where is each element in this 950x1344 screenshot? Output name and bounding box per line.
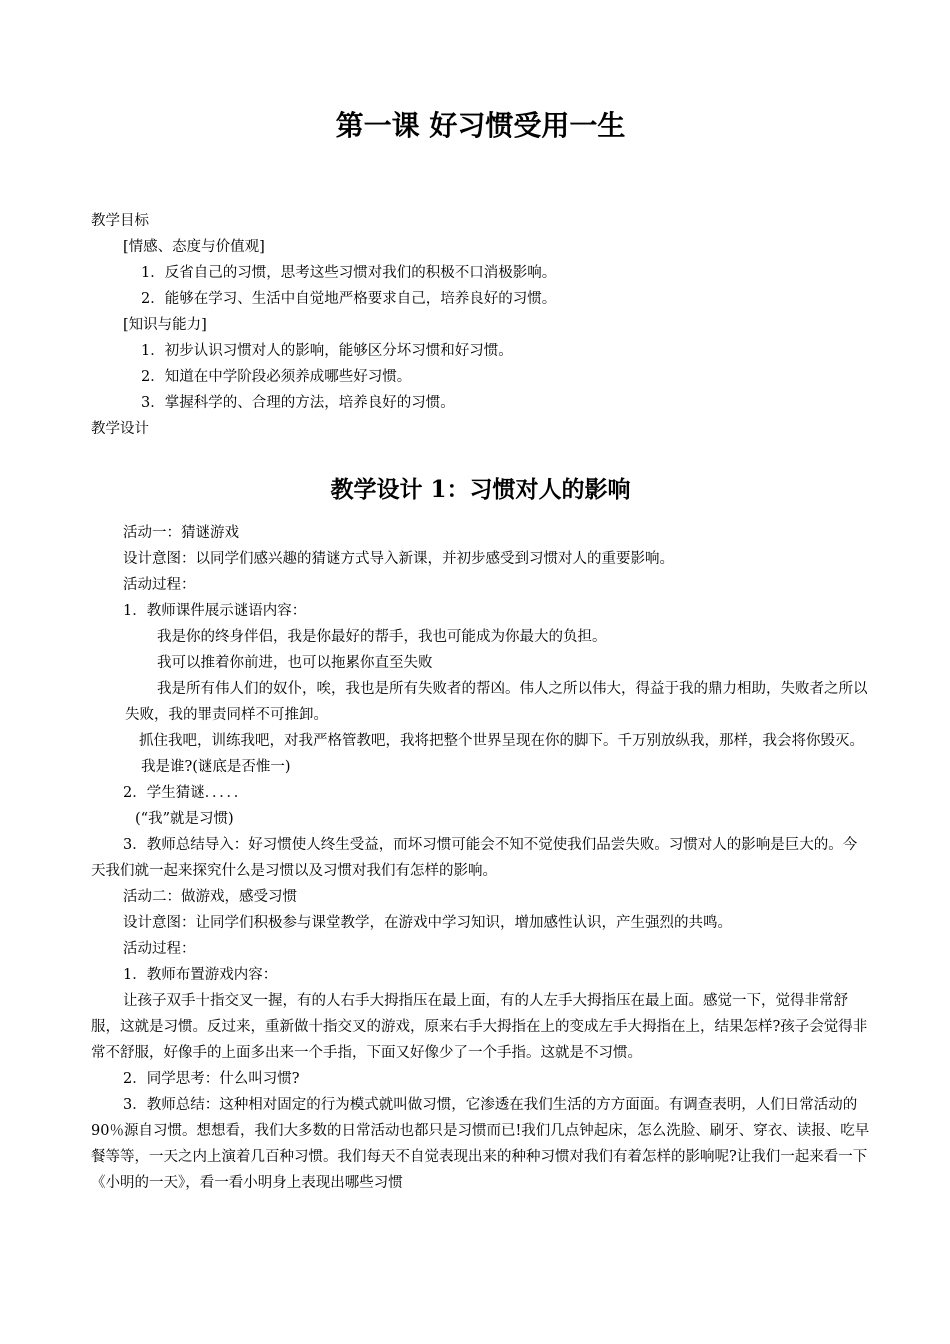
objective-category: [情感、态度与价值观]	[123, 239, 265, 255]
riddle-line: 抓住我吧，训练我吧，对我严格管教吧，我将把整个世界呈现在你的脚下。千万别放纵我，那样，我会将你毁灭。	[139, 733, 864, 749]
activity-step: 2．学生猜谜．．．．．	[123, 785, 249, 801]
objectives-heading: 教学目标	[91, 213, 149, 229]
activity-step: 3．教师总结导入：好习惯使人终生受益，而坏习惯可能会不知不觉使我们品尝失败。习惯对人的影响是巨大的。今天我们就一起来探究什么是习惯以及习惯对我们有怎样的影响。	[91, 837, 858, 879]
riddle-line: 我是你的终身伴侣，我是你最好的帮手，我也可能成为你最大的负担。	[157, 629, 607, 645]
activity-step: 1．教师布置游戏内容：	[123, 967, 278, 983]
activity-title: 活动一：猜谜游戏	[123, 525, 239, 541]
design-intent: 设计意图：让同学们积极参与课堂教学，在游戏中学习知识，增加感性认识，产生强烈的共鸣。	[123, 915, 732, 931]
riddle-answer: (“我”就是习惯)	[135, 811, 234, 827]
game-description: 让孩子双手十指交叉一握，有的人右手大拇指压在最上面，有的人左手大拇指压在最上面。感觉一下，觉得非常舒服，这就是习惯。反过来，重新做十指交叉的游戏，原来右手大拇指在上的变成左手大拇指在上，结果怎样?孩子会觉得非常不舒服，好像手的上面多出来一个手指，下面又好像少了一个手指。这就是不习惯。	[91, 993, 868, 1061]
activity-process-label: 活动过程：	[123, 577, 196, 593]
objective-item: 3．掌握科学的、合理的方法，培养良好的习惯。	[141, 395, 455, 411]
activity-step: 3．教师总结：这种相对固定的行为模式就叫做习惯，它渗透在我们生活的方方面面。有调查表明，人们日常活动的 90％源自习惯。想想看，我们大多数的日常活动也都只是习惯而已!我们几点钟起床，怎么洗脸、刷牙、穿衣、读报、吃早餐等等，一天之内上演着几百种习惯。我们每天不自觉表现出来的种种习惯对我们有着怎样的影响呢?让我们一起来看一下《小明的一天》，看一看小明身上表现出哪些习惯	[91, 1097, 870, 1191]
riddle-question: 我是谁?(谜底是否惟一)	[141, 759, 291, 775]
design-heading: 教学设计	[91, 421, 149, 437]
objective-item: 2．能够在学习、生活中自觉地严格要求自己，培养良好的习惯。	[141, 291, 557, 307]
objective-item: 1．反省自己的习惯，思考这些习惯对我们的积极不口消极影响。	[141, 265, 557, 281]
lesson-title: 第一课 好习惯受用一生	[335, 109, 626, 142]
activity-process-label: 活动过程：	[123, 941, 196, 957]
riddle-line: 我是所有伟人们的奴仆，唉，我也是所有失败者的帮凶。伟人之所以伟大，得益于我的鼎力相助，失败者之所以失败，我的罪责同样不可推卸。	[125, 681, 868, 723]
riddle-line: 我可以推着你前进，也可以拖累你直至失败	[157, 655, 433, 671]
design-intent: 设计意图：以同学们感兴趣的猜谜方式导入新课，并初步感受到习惯对人的重要影响。	[123, 551, 674, 567]
objective-item: 2．知道在中学阶段必须养成哪些好习惯。	[141, 369, 412, 385]
activity-step: 2．同学思考：什么叫习惯?	[123, 1071, 300, 1087]
activity-step: 1．教师课件展示谜语内容：	[123, 603, 307, 619]
activity-title: 活动二：做游戏，感受习惯	[123, 889, 297, 905]
design-1-title: 教学设计 1：习惯对人的影响	[330, 476, 631, 503]
objective-item: 1．初步认识习惯对人的影响，能够区分坏习惯和好习惯。	[141, 343, 513, 359]
objective-category: [知识与能力]	[123, 317, 207, 333]
